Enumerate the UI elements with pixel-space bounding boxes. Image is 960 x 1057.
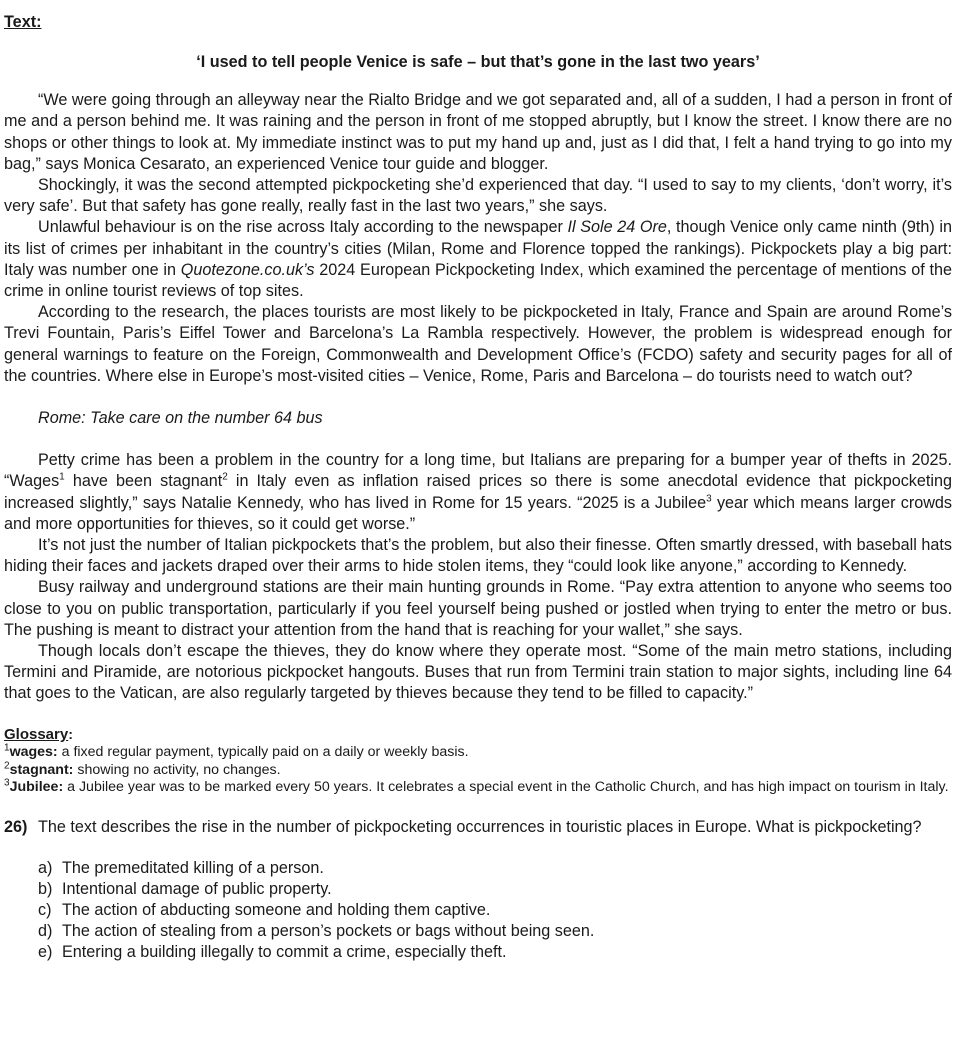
- paragraph-6: It’s not just the number of Italian pickpockets that’s the problem, but also their finesse. Often smartly dressed, with baseball hats hiding their faces and jackets draped over their arms to hide stolen items, they “could look like anyone,” according to Kennedy.: [4, 536, 952, 576]
- option-d[interactable]: d) The action of stealing from a person’s pockets or bags without being seen.: [38, 922, 595, 941]
- question-text: The text describes the rise in the number of pickpocketing occurrences in touristic places in Europe. What is pickpocketing?: [38, 818, 922, 837]
- answer-options: [38, 858, 952, 964]
- footnote-ref-2: 2: [222, 472, 228, 484]
- option-b[interactable]: b) Intentional damage of public property.: [38, 879, 332, 898]
- website-name: Quotezone.co.uk’s: [180, 260, 315, 279]
- glossary-item: $^3$Jubilee: a Jubilee year was to be marked every 50 years. It celebrates a special event in the Catholic Church, and has high impact on tourism in Italy.: [4, 777, 949, 795]
- paragraph-5: Petty crime has been a problem in the country for a long time, but Italians are preparing for a bumper year of thefts in 2025. “Wages$^1$ have been stagnant$^2$ in Italy even as inflation raised prices so there is some anecdotal evidence that pickpocketing increased slightly,” says Natalie Kennedy, who has lived in Rome for 15 years. “2025 is a Jubilee$^3$ year which means larger crowds and more opportunities for thieves, so it could get worse.”: [4, 451, 952, 533]
- option-a[interactable]: a) The premeditated killing of a person.: [38, 858, 324, 877]
- newspaper-name: Il Sole 24 Ore: [567, 218, 667, 237]
- paragraph-7: Busy railway and underground stations are their main hunting grounds in Rome. “Pay extra attention to anyone who seems too close to you on public transportation, particularly if you feel yourself being pushed or jostled when trying to enter the metro or bus. The pushing is meant to distract your attention from the hand that is reaching for your wallet,” she says.: [4, 578, 952, 639]
- question-number: 26): [4, 818, 28, 837]
- section-heading: Rome: Take care on the number 64 bus: [38, 409, 323, 428]
- text-label: Text:: [4, 13, 42, 31]
- paragraph-4: According to the research, the places tourists are most likely to be pickpocketed in Italy, France and Spain are around Rome’s Trevi Fountain, Paris’s Eiffel Tower and Barcelona’s La Rambla respectively. However, the problem is widespread enough for general warnings to feature on the Foreign, Commonwealth and Development Office’s (FCDO) safety and security pages for all of the countries. Where else in Europe’s most-visited cities – Venice, Rome, Paris and Barcelona – do tourists need to watch out?: [4, 303, 952, 385]
- question-26: [4, 817, 952, 838]
- article-title: ‘I used to tell people Venice is safe – but that’s gone in the last two years’: [196, 53, 760, 72]
- paragraph-8: Though locals don’t escape the thieves, they do know where they operate most. “Some of the main metro stations, including Termini and Piramide, are notorious pickpocket hangouts. Buses that run from Termini train station to major sights, including line 64 that goes to the Vatican, are also regularly targeted by thieves because they tend to be filled to capacity.”: [4, 642, 952, 703]
- option-e[interactable]: e) Entering a building illegally to commit a crime, especially theft.: [38, 943, 507, 962]
- option-c[interactable]: c) The action of abducting someone and holding them captive.: [38, 900, 491, 919]
- glossary: [4, 726, 952, 797]
- paragraph-3: Unlawful behaviour is on the rise across Italy according to the newspaper Il Sole 24 Ore, though Venice only came ninth (9th) in its list of crimes per inhabitant in the country’s cities (Milan, Rome and Florence topped the rankings). Pickpockets play a big part: Italy was number one in Quotezone.co.uk’s 2024 European Pickpocketing Index, which examined the percentage of mentions of the crime in online tourist reviews of top sites.: [4, 218, 952, 301]
- paragraph-2: Shockingly, it was the second attempted pickpocketing she’d experienced that day. “I used to say to my clients, ‘don’t worry, it’s very safe’. But that safety has gone really, really fast in the last two years,” she says.: [4, 176, 952, 216]
- footnote-ref-1: 1: [59, 472, 65, 484]
- glossary-item: $^1$wages: a fixed regular payment, typically paid on a daily or weekly basis.: [4, 742, 469, 761]
- paragraph-1: “We were going through an alleyway near the Rialto Bridge and we got separated and, all of a sudden, I had a person in front of me and a person behind me. It was raining and the person in front of me stopped abruptly, but I know the street. I know there are no shops or other things to look at. My immediate instinct was to put my hand up and, just as I did that, I felt a hand trying to go into my bag,” says Monica Cesarato, an experienced Venice tour guide and blogger.: [4, 91, 952, 173]
- glossary-item: $^2$stagnant: showing no activity, no changes.: [4, 759, 281, 778]
- footnote-ref-3: 3: [706, 493, 712, 505]
- glossary-heading: Glossary:: [4, 725, 73, 743]
